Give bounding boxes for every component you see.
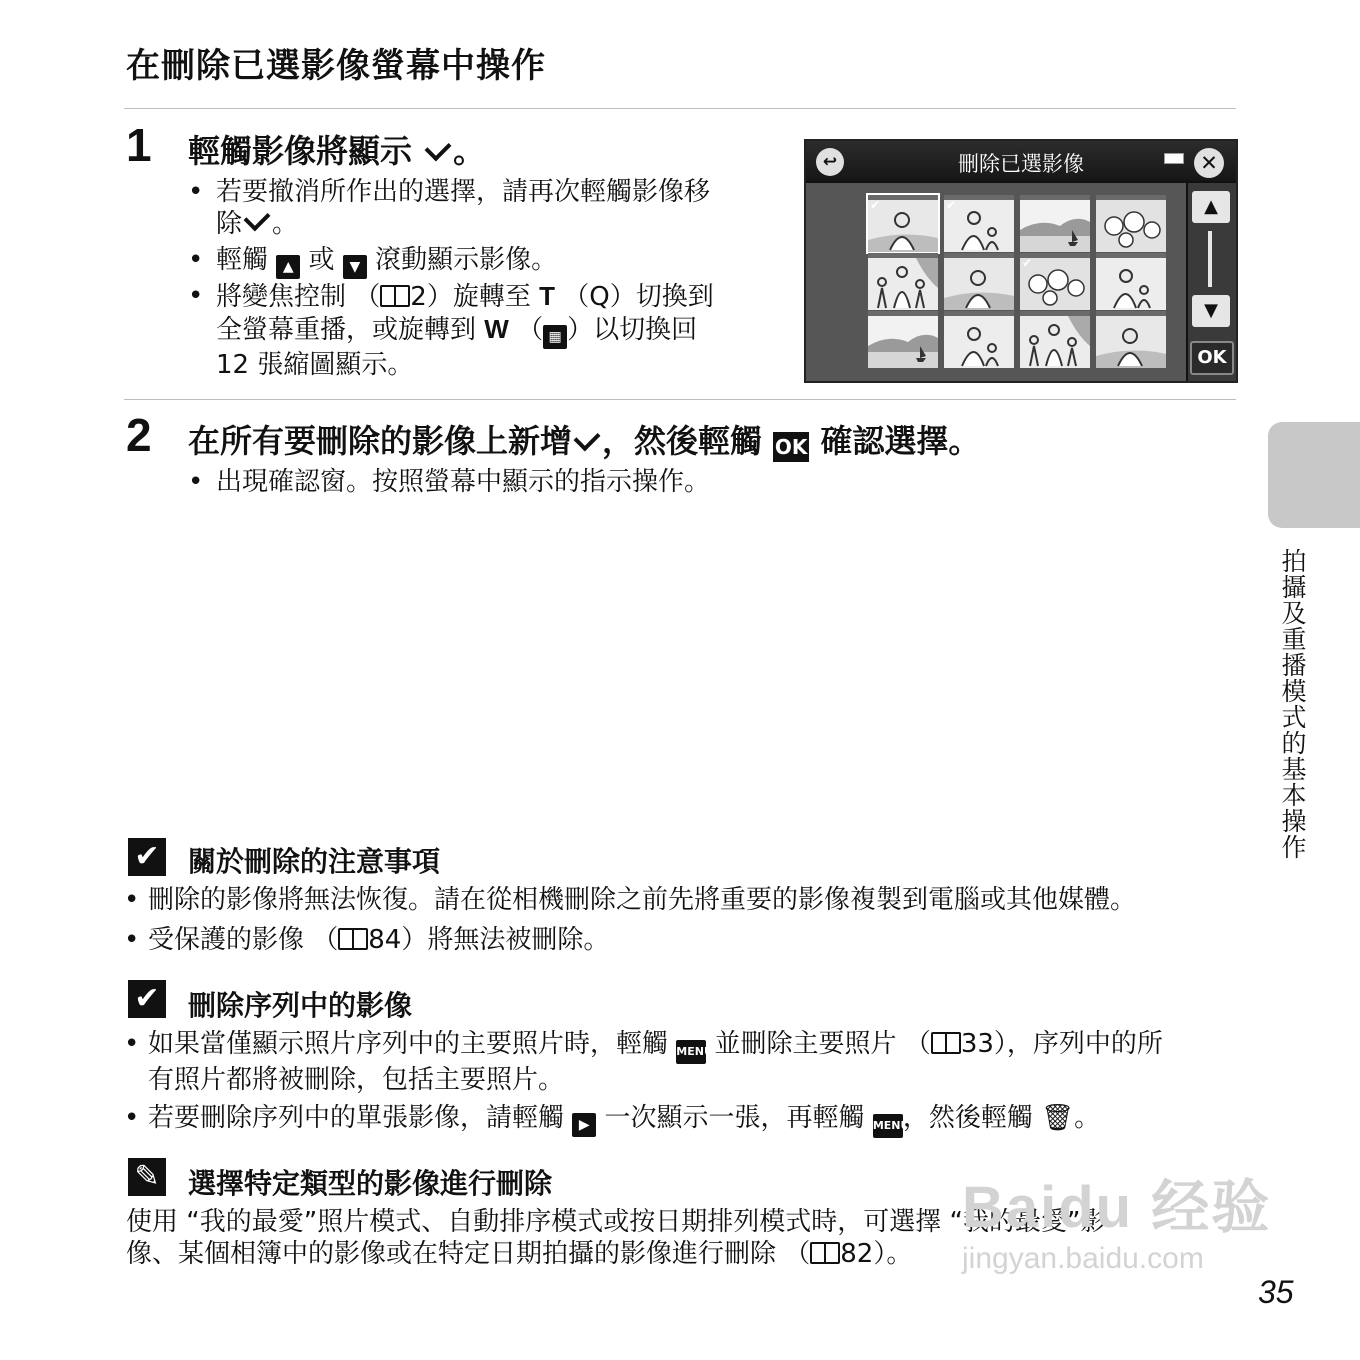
note-1-bullet-1: • 刪除的影像將無法恢復。請在從相機刪除之前先將重要的影像複製到電腦或其他媒體。 (124, 885, 1137, 915)
thumbnail-girl2[interactable] (944, 195, 1014, 252)
watermark: Baidu 经验 jingyan.baidu.com (962, 1175, 1272, 1275)
thumbnail-area (806, 183, 1186, 381)
check-icon (574, 425, 601, 452)
section-title-vertical: 拍攝及重播模式的基本操作 (1278, 548, 1307, 860)
note-3-heading: 選擇特定類型的影像進行刪除 (188, 1167, 553, 1200)
thumbnail-boat[interactable] (868, 311, 938, 368)
step-1-number: 1 (126, 119, 152, 171)
thumbnail-family[interactable] (868, 253, 938, 310)
selected-check-icon: ✔ (1022, 256, 1033, 270)
thumbnail-girl2[interactable] (1096, 253, 1166, 310)
thumbnail-flowers[interactable] (1020, 253, 1090, 310)
thumbnail-girl2[interactable] (944, 311, 1014, 368)
menu-icon: MENU (676, 1040, 706, 1064)
divider (124, 108, 1236, 109)
pencil-icon: ✎ (128, 1158, 166, 1196)
selected-check-icon: ✔ (870, 198, 881, 212)
check-icon (425, 135, 452, 162)
scrollbar[interactable] (1208, 231, 1212, 287)
selected-check-icon: ✔ (946, 198, 957, 212)
thumbnail-family[interactable] (1020, 311, 1090, 368)
caution-check-icon: ✔ (128, 838, 166, 876)
step-1-heading (188, 126, 485, 172)
thumbnail-girl[interactable] (1096, 311, 1166, 368)
camera-screen (804, 139, 1238, 383)
thumbnail-girl[interactable] (868, 195, 938, 252)
reference-book-icon (810, 1242, 840, 1264)
note-3-paragraph: 使用 “我的最愛”照片模式、自動排序模式或按日期排列模式時，可選擇 “我的最愛”影 像、某個相簿中的影像或在特定日期拍攝的影像進行刪除 （ 82）。 (126, 1207, 1107, 1269)
step-1-bullet-3: • 將變焦控制 （ 2）旋轉至 T （Q）切換到 全螢幕重播，或旋轉到 W （ ▦ ）以切換回 12 張縮圖顯示。 (188, 281, 714, 380)
section-tab (1268, 422, 1360, 528)
step-2-number: 2 (126, 409, 152, 461)
step-1-bullet-1: • 若要撤消所作出的選擇，請再次輕觸影像移 除 。 (188, 177, 711, 239)
trash-icon: 🗑 (1041, 1103, 1075, 1133)
playback-icon: ▶ (572, 1113, 596, 1137)
screen-side-controls (1188, 183, 1236, 381)
step-2-heading: 在所有要刪除的影像上新增 ，然後輕觸 OK 確認選擇。 (188, 422, 981, 460)
note-1-heading: 關於刪除的注意事項 (188, 845, 441, 878)
magnify-icon: Q (589, 282, 610, 312)
up-arrow-icon: ▲ (276, 255, 300, 279)
back-icon[interactable]: ↩ (816, 148, 844, 176)
thumbnail-flowers[interactable] (1096, 195, 1166, 252)
divider (124, 399, 1236, 400)
reference-book-icon (338, 928, 368, 950)
screen-title: 刪除已選影像 (958, 152, 1084, 176)
note-2-bullet-1: • 如果當僅顯示照片序列中的主要照片時，輕觸 MENU 並刪除主要照片 （ 33），序列中的所 有照片都將被刪除，包括主要照片。 (124, 1029, 1163, 1095)
page-number: 35 (1258, 1274, 1294, 1310)
note-1-bullet-2: • 受保護的影像 （ 84）將無法被刪除。 (124, 925, 610, 955)
battery-icon (1164, 153, 1184, 164)
thumbnail-girl[interactable] (944, 253, 1014, 310)
note-2-heading: 刪除序列中的影像 (188, 989, 413, 1022)
check-icon (244, 205, 271, 232)
reference-book-icon (380, 285, 410, 307)
thumbnail-boat[interactable] (1020, 195, 1090, 252)
caution-check-icon: ✔ (128, 980, 166, 1018)
down-arrow-icon: ▼ (343, 255, 367, 279)
step-1-text-end: 。 (453, 132, 486, 170)
menu-icon: MENU (873, 1114, 903, 1138)
ok-icon: OK (773, 432, 809, 462)
page-title: 在刪除已選影像螢幕中操作 (126, 46, 546, 86)
reference-book-icon (931, 1032, 961, 1054)
step-2-bullet: • 出現確認窗。按照螢幕中顯示的指示操作。 (188, 467, 711, 497)
note-2-bullet-2: • 若要刪除序列中的單張影像，請輕觸 ▶ 一次顯示一張，再輕觸 MENU，然後輕觸 🗑。 (148, 1102, 1248, 1138)
close-icon[interactable]: ✕ (1194, 148, 1224, 178)
thumbnail-grid-icon: ▦ (543, 325, 567, 349)
step-1-text: 輕觸影像將顯示 (188, 132, 413, 170)
step-1-bullet-2: • 輕觸 ▲ 或 ▼ 滾動顯示影像。 (216, 244, 776, 279)
scroll-up-button[interactable]: ▲ (1192, 191, 1230, 223)
scroll-down-button[interactable]: ▼ (1192, 295, 1230, 327)
ok-button[interactable]: OK (1190, 341, 1234, 375)
